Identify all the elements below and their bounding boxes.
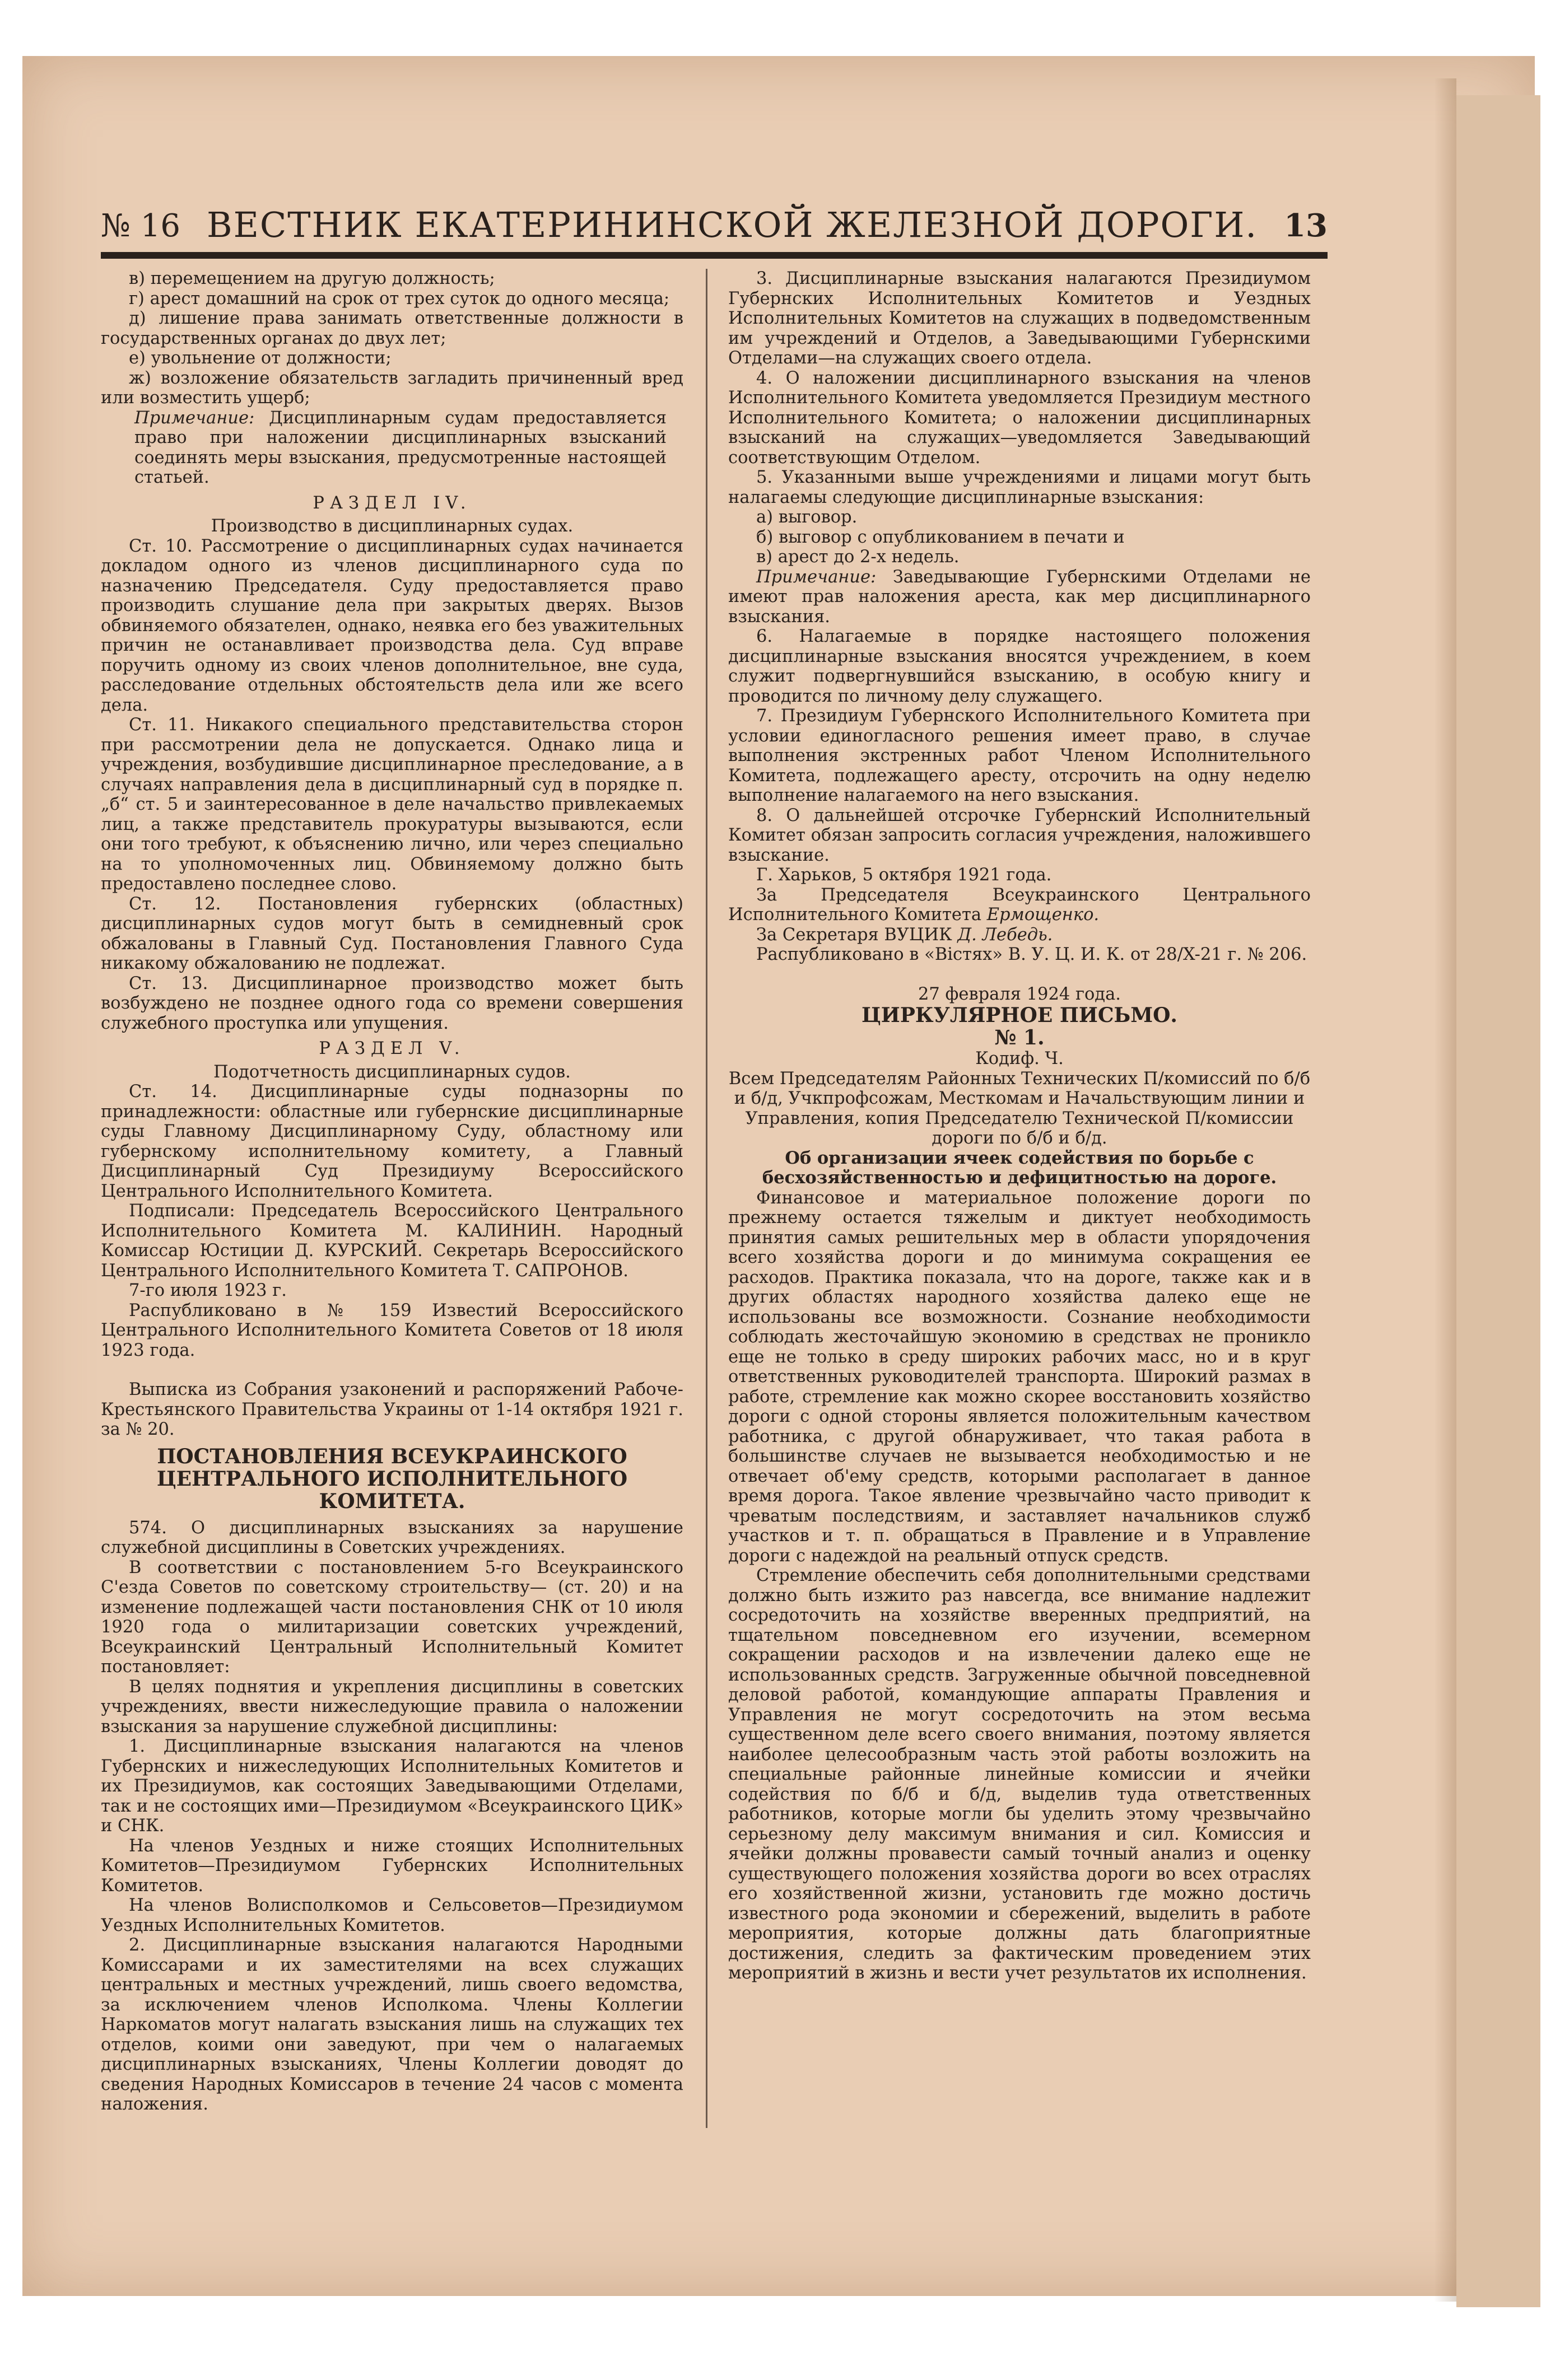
note-label: Примечание: xyxy=(134,408,255,428)
section-subtitle: Подотчетность дисциплинарных судов. xyxy=(213,1062,571,1082)
section-heading: РАЗДЕЛ IV. xyxy=(313,493,472,513)
paragraph: 3. Дисциплинарные взыскания налагаются Президиумом Губернских Исполнительных Комитетов и Уездных Исполнительных Комитетов на служащих в подведомственным им учреждений и Отделов, а Заведывающими Губернскими Отделами—на служащих своего отдела. xyxy=(728,269,1311,368)
circular-number: № 1. xyxy=(994,1026,1045,1049)
signature xyxy=(728,925,1311,945)
subject-line: Об организации ячеек содействия по борьбе с бесхозяйственностью и дефицитностью на дороге. xyxy=(762,1147,1277,1188)
date-line: 27 февраля 1924 года. xyxy=(918,984,1121,1004)
right-column xyxy=(728,269,1311,1984)
section-title: ПОСТАНОВЛЕНИЯ ВСЕУКРАИНСКОГО ЦЕНТРАЛЬНОГО ИСПОЛНИТЕЛЬНОГО КОМИТЕТА. xyxy=(156,1444,628,1513)
note-text: Дисциплинарным судам предоставляется право при наложении дисциплинарных взысканий соединять меры взыскания, предусмотренные настоящей статьей. xyxy=(134,408,667,487)
spacer xyxy=(728,965,1311,984)
article: Ст. 13. Дисциплинарное производство может быть возбуждено не позднее одного года со времени совершения служебного проступка или упущения. xyxy=(101,973,683,1033)
paragraph: В целях поднятия и укрепления дисциплины в советских учреждениях, ввести нижеследующие правила о наложении взыскания за нарушение служебной дисциплины: xyxy=(101,1677,683,1737)
signature-name: Ермощенко. xyxy=(986,905,1100,925)
paragraph: 5. Указанными выше учреждениями и лицами могут быть налагаемы следующие дисциплинарные взыскания: xyxy=(728,468,1311,507)
list-item: в) перемещением на другую должность; xyxy=(129,269,495,288)
publication-title: ВЕСТНИК ЕКАТЕРИНИНСКОЙ ЖЕЛЕЗНОЙ ДОРОГИ. xyxy=(207,204,1258,245)
column-divider xyxy=(706,269,707,2128)
paragraph: 6. Налагаемые в порядке настоящего положения дисциплинарные взыскания вносятся учреждением, в коем служит подвергнувшийся взысканию, в особую книгу и проводится по личному делу служащего. xyxy=(728,627,1311,706)
page-shadow xyxy=(1434,78,1456,2302)
note-text: Заведывающие Губернскими Отделами не имеют прав наложения ареста, как мер дисциплинарного взыскания. xyxy=(728,567,1311,627)
page-header xyxy=(101,185,1328,259)
list-item: е) увольнение от должности; xyxy=(129,348,392,368)
publication-note: Распубликовано в № 159 Известий Всероссийского Центрального Исполнительного Комитета Советов от 18 июля 1923 года. xyxy=(101,1300,683,1360)
article: Ст. 11. Никакого специального представительства сторон при рассмотрении дела не допускается. Однако лица и учреждения, возбудившие дисциплинарное преследование, а в случаях направления дела в дисциплинарный суд в порядке п. „б“ ст. 5 и заинтересованное в деле начальство привлекаемых лиц, а также представитель прокуратуры вызываются, если они того требуют, к объяснению лично, или через специально на то уполномоченных лиц. Обвиняемому должно быть предоставлено последнее слово. xyxy=(101,715,683,894)
signatures: Подписали: Председатель Всероссийского Центрального Исполнительного Комитета М. КАЛИНИН. Народный Комиссар Юстиции Д. КУРСКИЙ. Секретарь Всероссийского Центрального Исполнительного Комитета Т. САПРОНОВ. xyxy=(101,1201,683,1281)
list-item: г) арест домашний на срок от трех суток до одного месяца; xyxy=(129,288,670,309)
signature-role: За Председателя Всеукраинского Центрального Исполнительного Комитета xyxy=(728,885,1311,925)
list-item: ж) возложение обязательств загладить причиненный вред или возместить ущерб; xyxy=(101,368,683,408)
section-subtitle: Производство в дисциплинарных судах. xyxy=(211,516,574,536)
left-column xyxy=(101,269,683,2115)
date-line: 7-го июля 1923 г. xyxy=(129,1281,287,1300)
publication-note: Распубликовано в «Вiстях» В. У. Ц. И. К. от 28/X-21 г. № 206. xyxy=(756,945,1307,964)
paragraph: Стремление обеспечить себя дополнительными средствами должно быть изжито раз навсегда, все внимание надлежит сосредоточить на хозяйстве вверенных предприятий, на тщательном повседневном его изучении, всемерном сокращении расходов и на извлечении далеко еще не использованных средств. Загруженные обычной повседневной деловой работой, командующие аппараты Правления и Управления не могут сосредоточить на этом весьма существенном деле всего своего внимания, поэтому является наиболее целесообразным часть этой работы возложить на специальные районные линейные комиссии и ячейки содействия по б/б и б/д, выделив туда ответственных работников, которые могли бы уделить этому чрезвычайно серьезному делу максимум внимания и сил. Комиссия и ячейки должны провавести самый точный анализ и оценку существующего положения хозяйства дороги во всех отраслях его хозяйственной жизни, установить где можно достичь известного рода экономии и сбережений, выделить в работе мероприятия, которые должны дать благоприятные достижения, следить за фактическим проведением этих мероприятий в жизнь и вести учет результатов их исполнения. xyxy=(728,1566,1311,1983)
newspaper-page xyxy=(101,185,1328,2145)
note-label: Примечание: xyxy=(756,567,877,587)
paragraph: На членов Волисполкомов и Сельсоветов—Президиумом Уездных Исполнительных Комитетов. xyxy=(101,1896,683,1935)
note xyxy=(728,567,1311,627)
addressees: Всем Председателям Районных Технических П/комиссий по б/б и б/д, Учкпрофсожам, Месткомам и Начальствующим линии и Управления, копия Председателю Технической П/комиссии дороги по б/б и б/д. xyxy=(728,1068,1311,1148)
paragraph: 4. О наложении дисциплинарного взыскания на членов Исполнительного Комитета уведомляется Президиум местного Исполнительного Комитета; о наложении дисциплинарных взысканий на служащих—уведомляется Заведывающий соответствующим Отделом. xyxy=(728,368,1311,468)
paragraph: 8. О дальнейшей отсрочке Губернский Исполнительный Комитет обязан запросить согласия учреждения, наложившего взыскание. xyxy=(728,805,1311,865)
list-item: в) арест до 2-х недель. xyxy=(756,547,960,567)
page-edge xyxy=(1456,95,1540,2307)
article: Ст. 14. Дисциплинарные суды подназорны по принадлежности: областные или губернские дисциплинарные суды Главному Дисциплинарному Суду, областному или губернскому исполнительному комитету, а Главный Дисциплинарный Суд Президиуму Всероссийского Центрального Исполнительного Комитета. xyxy=(101,1082,683,1201)
extract-note: Выписка из Собрания узаконений и распоряжений Рабоче-Крестьянского Правительства Украины от 1-14 октября 1921 г. за № 20. xyxy=(101,1380,683,1439)
city-date: Г. Харьков, 5 октября 1921 года. xyxy=(756,865,1052,885)
decree-title: 574. О дисциплинарных взысканиях за нарушение служебной дисциплины в Советских учреждениях. xyxy=(101,1518,683,1557)
page-number: 13 xyxy=(1284,207,1328,244)
paragraph: 2. Дисциплинарные взыскания налагаются Народными Комиссарами и их заместителями на всех служащих центральных и местных учреждений, лишь своего ведомства, за исключением членов Исполкома. Члены Коллегии Наркоматов могут налагать взыскания лишь на служащих тех отделов, коими они заведуют, при чем о налагаемых дисциплинарных взысканиях, Члены Коллегии доводят до сведения Народных Комиссаров в течение 24 часов с момента наложения. xyxy=(101,1935,683,2114)
signature-role: За Секретаря ВУЦИК xyxy=(756,925,952,945)
issue-number: № 16 xyxy=(101,208,181,244)
signature xyxy=(728,885,1311,925)
note xyxy=(134,408,667,488)
section-heading: РАЗДЕЛ V. xyxy=(319,1039,465,1058)
paragraph: На членов Уездных и ниже стоящих Исполнительных Комитетов—Президиумом Губернских Исполнительных Комитетов. xyxy=(101,1836,683,1896)
paragraph: 1. Дисциплинарные взыскания налагаются на членов Губернских и нижеследующих Исполнительных Комитетов и их Президиумов, как состоящих Заведывающими Отделами, так и не состоящих ими—Президиумом «Всеукраинского ЦИК» и СНК. xyxy=(101,1737,683,1836)
paragraph: Финансовое и материальное положение дороги по прежнему остается тяжелым и диктует необходимость принятия самых решительных мер в области упорядочения всего хозяйства дороги и до минимума сокращения ее расходов. Практика показала, что на дороге, также как и в других областях народного хозяйства далеко еще не использованы все возможности. Сознание необходимости соблюдать жесточайшую экономию в средствах не проникло еще не только в среду широких рабочих масс, но и в круг ответственных руководителей транспорта. Широкий размах в работе, стремление как можно скорее восстановить хозяйство дороги с одной стороны является положительным качеством работника, с другой обнаруживает, что такая работа в большинстве случаев не вызывается необходимостью и не отвечает об'ему средств, которыми располагает в данное время дорога. Такое явление чрезвычайно часто приводит к чреватым последствиям, и заставляет начальников служб участков и т. п. обращаться в Правление и в Управление дороги с надеждой на реальный отпуск средств. xyxy=(728,1188,1311,1566)
list-item: д) лишение права занимать ответственные должности в государственных органах до двух лет; xyxy=(101,309,683,348)
article: Ст. 12. Постановления губернских (областных) дисциплинарных судов могут быть в семидневный срок обжалованы в Главный Суд. Постановления Главного Суда никакому обжалованию не подлежат. xyxy=(101,894,683,973)
paragraph: 7. Президиум Губернского Исполнительного Комитета при условии единогласного решения имеет право, в случае выполнения экстренных работ Членом Исполнительного Комитета, подлежащего аресту, отсрочить на одну неделю выполнение налагаемого на него взыскания. xyxy=(728,706,1311,805)
codification: Кодиф. Ч. xyxy=(975,1049,1064,1068)
paragraph: В соответствии с постановлением 5-го Всеукраинского С'езда Советов по советскому строительству— (ст. 20) и на изменение подлежащей части постановления СНК от 10 июля 1920 года о милитаризации советских учреждений, Всеукраинский Центральный Исполнительный Комитет постановляет: xyxy=(101,1557,683,1677)
list-item: а) выговор. xyxy=(756,507,858,527)
list-item: б) выговор с опубликованием в печати и xyxy=(756,527,1125,547)
article: Ст. 10. Рассмотрение о дисциплинарных судах начинается докладом одного из членов дисциплинарного суда по назначению Председателя. Суду предоставляется право производить слушание дела при закрытых дверях. Вызов обвиняемого обязателен, однако, неявка его без уважительных причин не останавливает производства дела. Суд вправе поручить одному из своих членов дополнительное, вне суда, расследование отдельных обстоятельств дела или же всего дела. xyxy=(101,536,683,715)
signature-name: Д. Лебедь. xyxy=(957,925,1053,945)
circular-title: ЦИРКУЛЯРНОЕ ПИСЬМО. xyxy=(862,1004,1177,1027)
spacer xyxy=(101,1360,683,1380)
